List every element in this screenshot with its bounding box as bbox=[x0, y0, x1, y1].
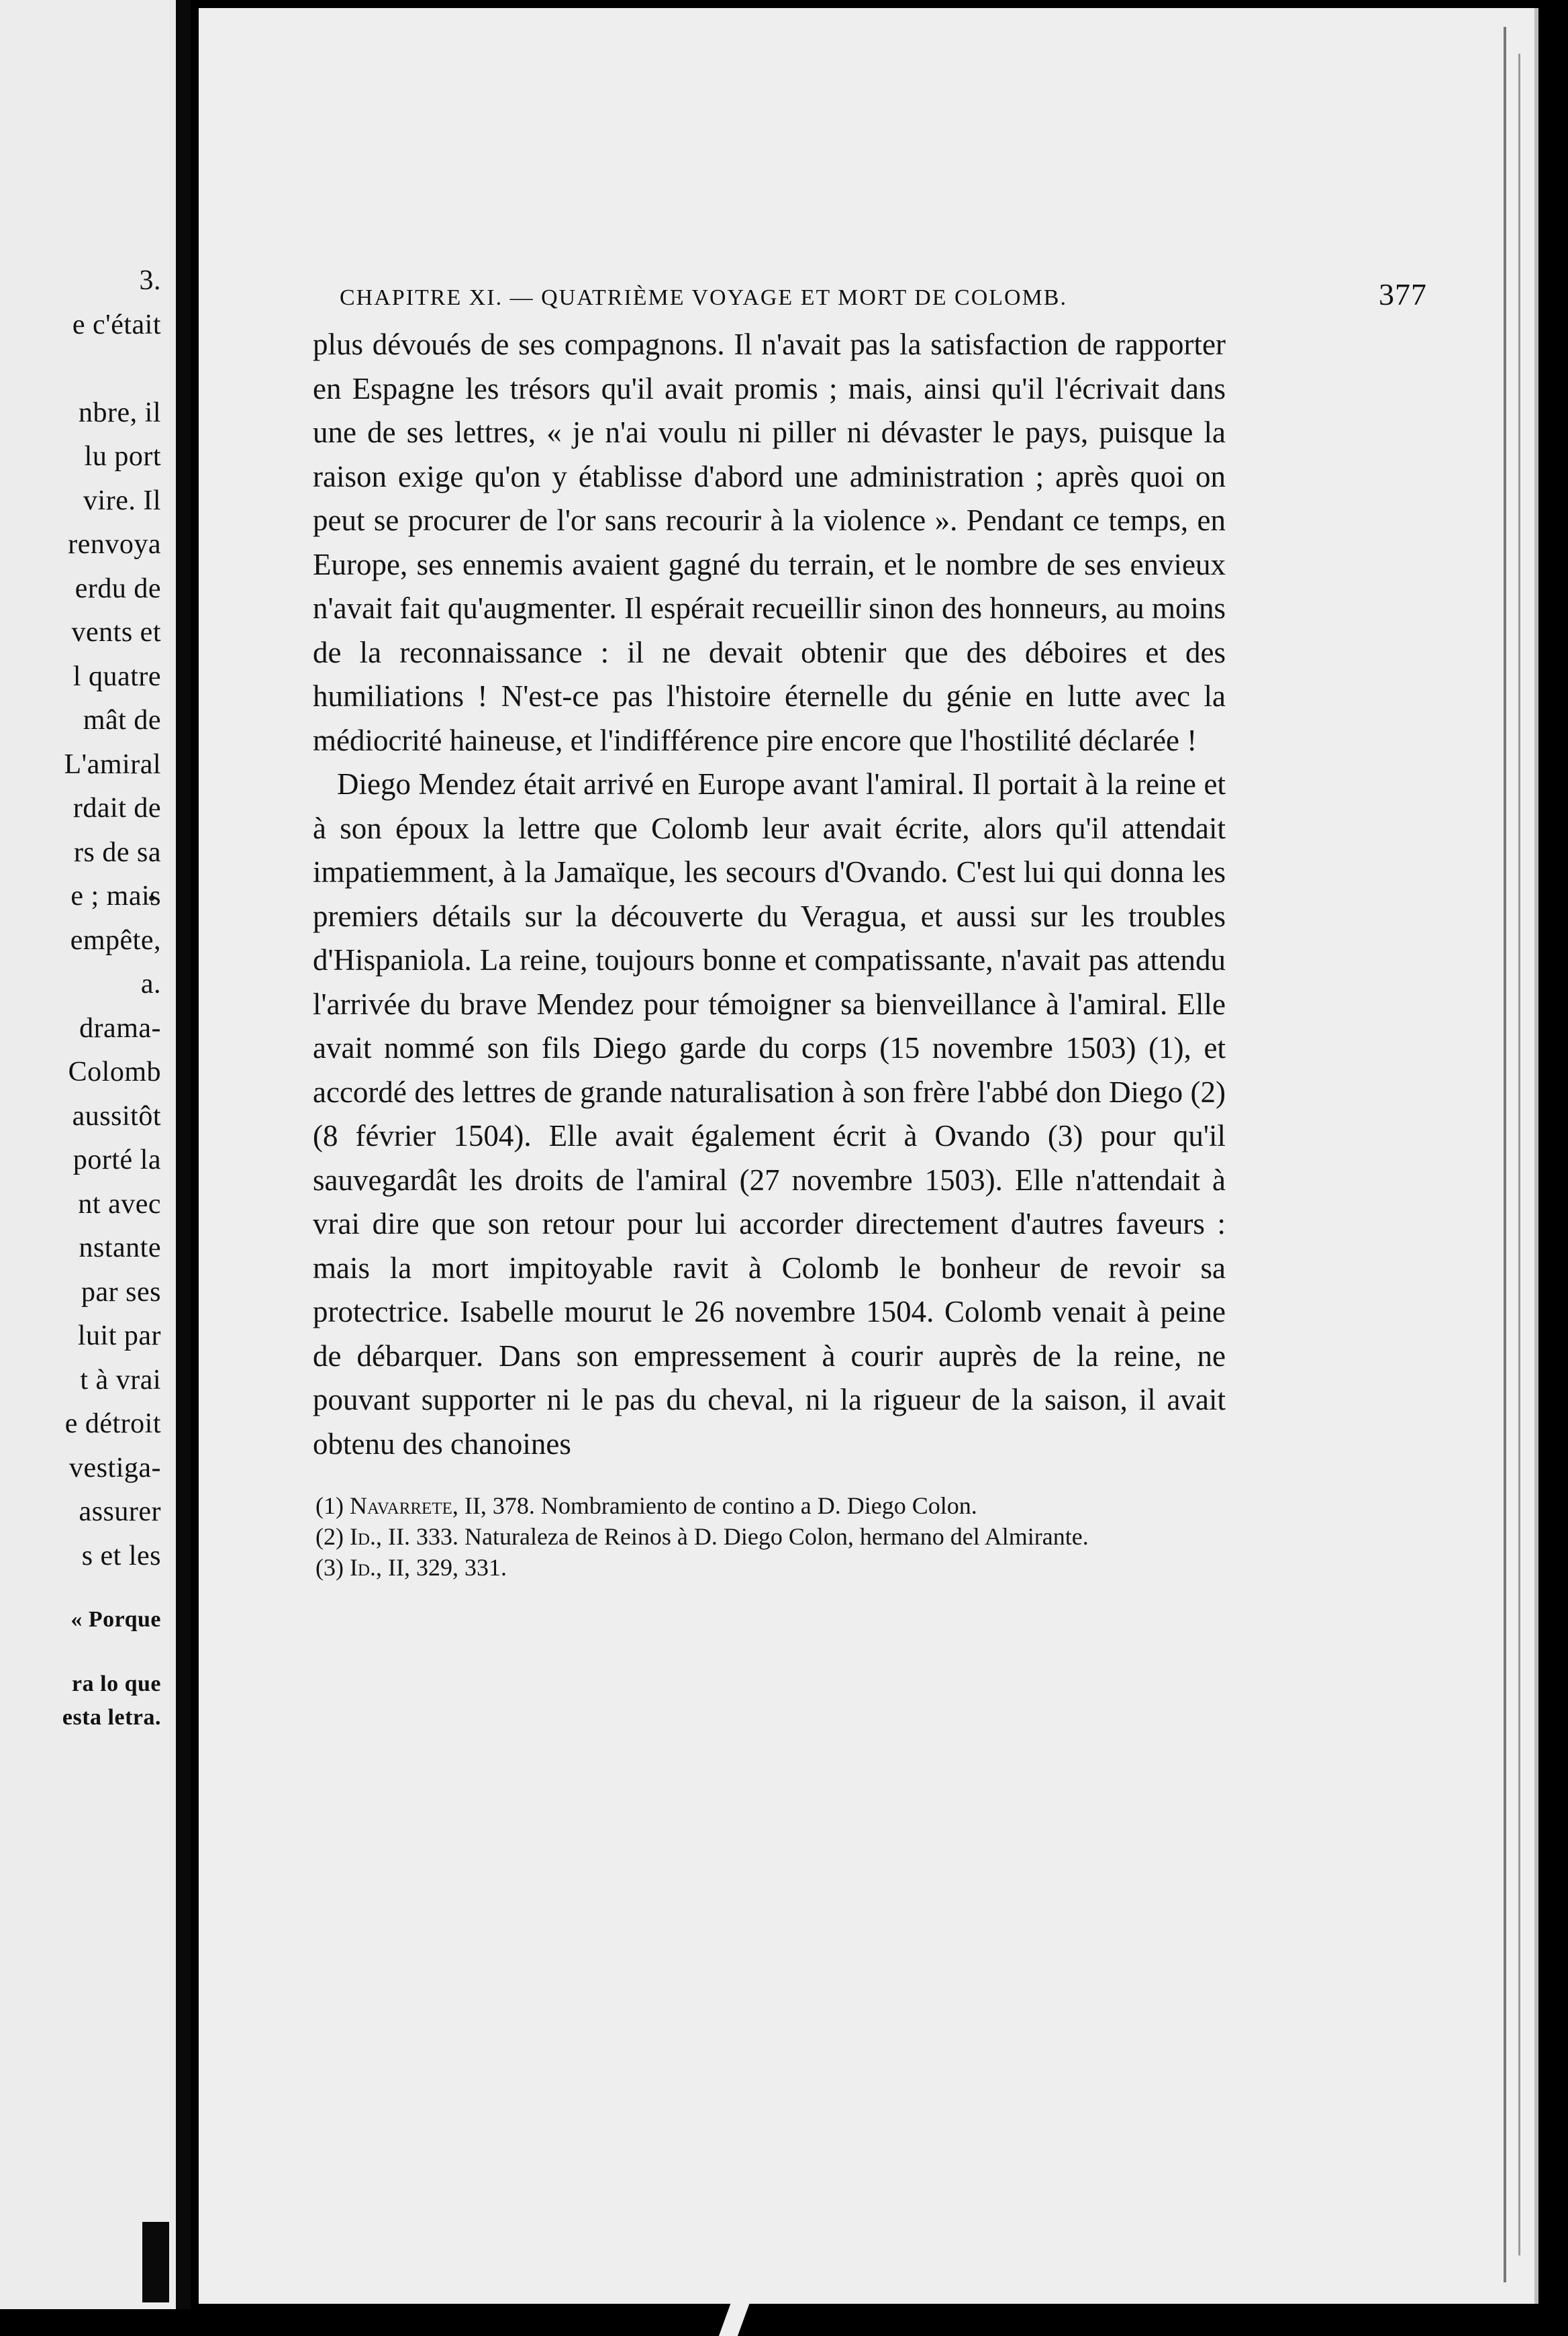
left-page-line: L'amiral bbox=[64, 748, 161, 780]
left-page-line: nbre, il bbox=[79, 397, 161, 428]
paragraph: Diego Mendez était arrivé en Europe avant l'amiral. Il portait à la reine et à son époux la lettre que Colomb leur avait écrite, alors qu'il attendait impatiemment, à la Jamaïque, les secours d'Ovando. C'est lui qui donna les premiers détails sur la découverte du Veragua, et aussi sur les troubles d'Hispaniola. La reine, toujours bonne et compatissante, n'avait pas attendu l'arrivée du brave Mendez pour témoigner sa bienveillance à l'amiral. Elle avait nommé son fils Diego garde du corps (15 novembre 1503) (1), et accordé des lettres de grande naturalisation à son frère l'abbé don Diego (2) (8 février 1504). Elle avait également écrit à Ovando (3) pour qu'il sauvegardât les droits de l'amiral (27 novembre 1503). Elle n'attendait à vrai dire que son retour pour lui accorder directement d'autres faveurs : mais la mort impitoyable ravit à Colomb le bonheur de revoir sa protectrice. Isabelle mourut le 26 novembre 1504. Colomb venait à peine de débarquer. Dans son empressement à courir auprès de la reine, ne pouvant supporter ni le pas du cheval, ni la rigueur de la saison, il avait obtenu des chanoines bbox=[313, 767, 1226, 1461]
page-number: 377 bbox=[1379, 277, 1427, 311]
left-page-line: drama- bbox=[79, 1012, 161, 1044]
left-page-line: renvoya bbox=[68, 529, 161, 560]
left-page-line: 3. bbox=[139, 265, 161, 296]
left-page-line: l quatre bbox=[72, 661, 161, 692]
left-page-line: t à vrai bbox=[80, 1364, 161, 1396]
left-page-line: vestiga- bbox=[69, 1452, 161, 1483]
left-page-footnote: ra lo que bbox=[72, 1671, 161, 1696]
left-page-line: s et les bbox=[81, 1540, 161, 1571]
previous-page bbox=[0, 0, 191, 2309]
footnote: (2) Id., II. 333. Naturaleza de Reinos à D. Diego Colon, hermano del Almirante. bbox=[315, 1523, 1089, 1550]
left-page-line: e ; mais bbox=[70, 881, 161, 912]
chapter-title: CHAPITRE XI. — QUATRIÈME VOYAGE ET MORT DE COLOMB. bbox=[340, 285, 1067, 310]
left-page-line: mât de bbox=[83, 705, 161, 736]
left-page-line: lu port bbox=[84, 441, 161, 472]
left-page-line: porté la bbox=[72, 1145, 161, 1175]
left-page-line: vents et bbox=[71, 617, 161, 648]
footnotes bbox=[299, 1490, 1219, 1583]
paper-tear bbox=[719, 2302, 750, 2336]
left-page-line: erdu de bbox=[75, 573, 161, 604]
left-page-line: Colomb bbox=[68, 1057, 161, 1087]
page-edge bbox=[1518, 54, 1520, 2255]
left-page-line: aussitôt bbox=[72, 1100, 161, 1132]
left-page-line: empête, bbox=[70, 924, 161, 956]
left-page-line: rs de sa bbox=[74, 836, 161, 868]
left-page-line: e détroit bbox=[64, 1408, 161, 1439]
left-page-line: e c'était bbox=[72, 309, 161, 340]
paragraph: plus dévoués de ses compagnons. Il n'avait pas la satisfaction de rapporter en Espagne les trésors qu'il avait promis ; mais, ainsi qu'il l'écrivait dans une de ses lettres, « je n'ai voulu ni piller ni dévaster le pays, puisque la raison exige qu'on y établisse d'abord une administration ; après quoi on peut se procurer de l'or sans recourir à la violence ». Pendant ce temps, en Europe, ses ennemis avaient gagné du terrain, et le nombre de ses envieux n'avait fait qu'augmenter. Il espérait recueillir sinon des honneurs, au moins de la reconnaissance : il ne devait obtenir que des déboires et des humiliations ! N'est-ce pas l'histoire éternelle du génie en lutte avec la médiocrité haineuse, et l'indifférence pire encore que l'hostilité déclarée ! bbox=[313, 328, 1226, 757]
page-edge bbox=[1504, 27, 1506, 2282]
current-page bbox=[199, 8, 1538, 2304]
left-page-line: luit par bbox=[77, 1320, 161, 1351]
left-page-footnote: esta letra. bbox=[62, 1705, 161, 1730]
footnote: (3) Id., II, 329, 331. bbox=[315, 1554, 507, 1581]
left-page-line: par ses bbox=[81, 1276, 161, 1308]
spine-shadow bbox=[142, 2222, 169, 2302]
left-page-line: vire. Il bbox=[83, 485, 161, 516]
left-page-line: assurer bbox=[79, 1496, 161, 1527]
footnote: (1) Navarrete, II, 378. Nombramiento de contino a D. Diego Colon. bbox=[315, 1492, 977, 1519]
left-page-footnote: « Porque bbox=[70, 1607, 161, 1632]
left-page-line: rdait de bbox=[72, 793, 161, 824]
left-page-line: a. bbox=[140, 969, 161, 1000]
body-text bbox=[313, 323, 1226, 1466]
left-page-line: nt avec bbox=[78, 1188, 161, 1220]
page-content bbox=[286, 277, 1427, 1583]
left-page-line: nstante bbox=[79, 1232, 161, 1263]
running-header bbox=[340, 277, 1427, 312]
